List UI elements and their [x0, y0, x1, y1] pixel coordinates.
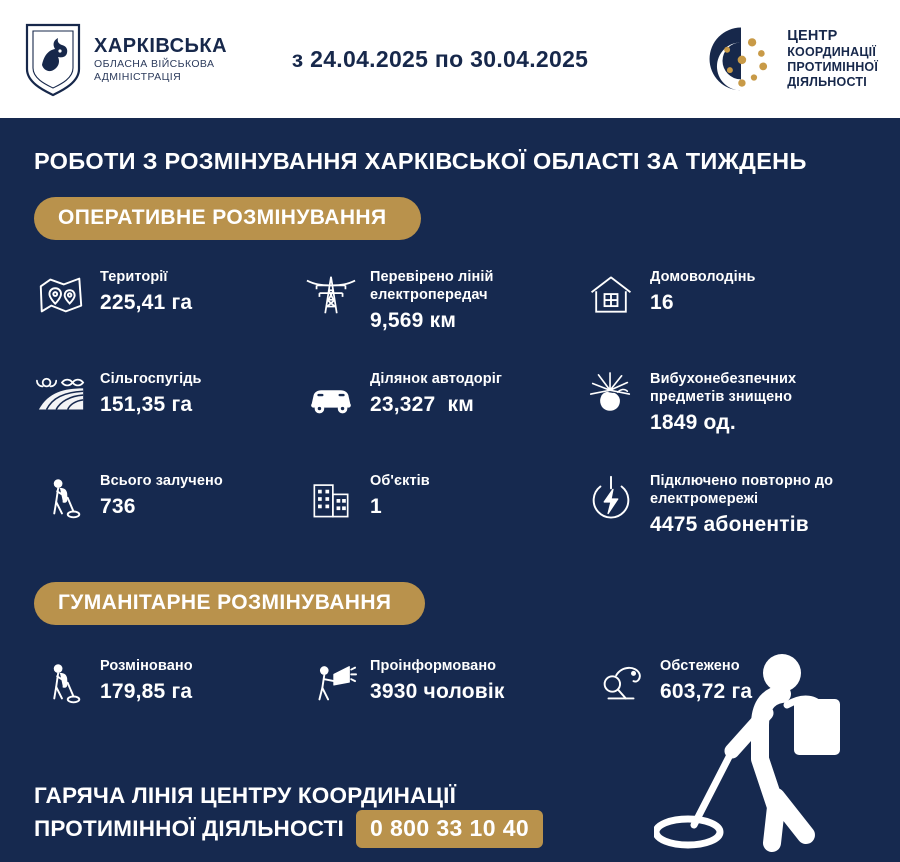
- stat-label: Сільгоспугідь: [100, 371, 202, 387]
- map-pins-icon: [34, 268, 88, 322]
- stat-label: Домоволодінь: [650, 269, 756, 285]
- stat-value: 179,85 га: [100, 680, 193, 704]
- stat-item: [34, 655, 304, 733]
- org-left-line2: ОБЛАСНА ВІЙСЬКОВА: [94, 58, 215, 71]
- stat-label: Вибухонебезпечних предметів знищено: [650, 371, 797, 406]
- hotline-line2: ПРОТИМІННОЇ ДІЯЛЬНОСТІ: [34, 815, 344, 841]
- stat-value: 603,72 га: [660, 680, 753, 704]
- stat-item: [304, 470, 584, 548]
- stat-label: Проінформовано: [370, 658, 497, 674]
- stat-label: Обстежено: [660, 658, 740, 674]
- org-right-line1: ЦЕНТР: [787, 28, 838, 45]
- coat-of-arms-icon: [22, 21, 84, 97]
- buildings-icon: [304, 472, 358, 526]
- page-header: [0, 0, 900, 118]
- stat-item: [304, 368, 584, 446]
- stat-item: [584, 266, 866, 344]
- hotline-block: [34, 782, 594, 848]
- house-icon: [584, 268, 638, 322]
- stat-label: Перевірено ліній електропередач: [370, 269, 494, 304]
- hotline-line1: ГАРЯЧА ЛІНІЯ ЦЕНТРУ КООРДИНАЦІЇ: [34, 782, 456, 808]
- stat-item: [304, 655, 594, 733]
- power-lines-icon: [304, 268, 358, 322]
- stat-label: Підключено повторно до електромережі: [650, 473, 834, 508]
- farmland-icon: [34, 370, 88, 424]
- stat-label: Території: [100, 269, 168, 285]
- stat-item: [584, 368, 866, 446]
- stat-item: [304, 266, 584, 344]
- infographic-body: [0, 118, 900, 862]
- stat-value: 225,41 га: [100, 291, 193, 315]
- stat-label: Розміновано: [100, 658, 193, 674]
- coordination-center-logo: [628, 22, 878, 96]
- section-operational-title: ОПЕРАТИВНЕ РОЗМІНУВАННЯ: [34, 197, 421, 240]
- stat-value: 736: [100, 495, 136, 519]
- stat-value: 9,569 км: [370, 309, 457, 333]
- survey-icon: [594, 657, 648, 711]
- stat-value: 1849 од.: [650, 411, 736, 435]
- stat-item: [34, 368, 304, 446]
- section-humanitarian-title: ГУМАНІТАРНЕ РОЗМІНУВАННЯ: [34, 582, 425, 625]
- org-left-line3: АДМІНІСТРАЦІЯ: [94, 70, 182, 83]
- stat-item: [584, 470, 866, 548]
- stat-value: 1: [370, 495, 382, 519]
- power-plug-icon: [584, 472, 638, 526]
- stat-value: 151,35 га: [100, 393, 193, 417]
- page-title: РОБОТИ З РОЗМІНУВАННЯ ХАРКІВСЬКОЇ ОБЛАСТІ ЗА ТИЖДЕНЬ: [34, 148, 807, 174]
- stat-label: Всього залучено: [100, 473, 223, 489]
- hotline-phone-number[interactable]: 0 800 33 10 40: [356, 810, 543, 848]
- org-left-line1: ХАРКІВСЬКА: [94, 35, 228, 58]
- operational-stats-grid: [34, 266, 866, 548]
- stat-item: [34, 470, 304, 548]
- deminer-large-icon: [654, 647, 884, 862]
- deminer-icon: [34, 472, 88, 526]
- date-range: з 24.04.2025 по 30.04.2025: [291, 45, 589, 72]
- stat-value: 4475 абонентів: [650, 513, 809, 537]
- explosion-icon: [584, 370, 638, 424]
- car-icon: [304, 370, 358, 424]
- org-right-line2: КООРДИНАЦІЇ: [787, 45, 877, 60]
- stat-value: 16: [650, 291, 674, 315]
- org-right-line4: ДІЯЛЬНОСТІ: [787, 74, 867, 89]
- stat-value: 23,327 км: [370, 393, 474, 417]
- stat-label: Об'єктів: [370, 473, 430, 489]
- megaphone-icon: [304, 657, 358, 711]
- oblast-administration-logo: [22, 21, 272, 97]
- stat-label: Ділянок автодоріг: [370, 371, 502, 387]
- stat-item: [34, 266, 304, 344]
- network-dots-icon: [704, 22, 778, 96]
- org-right-line3: ПРОТИМІННОЇ: [787, 60, 878, 75]
- deminer-icon: [34, 657, 88, 711]
- stat-value: 3930 чоловік: [370, 680, 505, 704]
